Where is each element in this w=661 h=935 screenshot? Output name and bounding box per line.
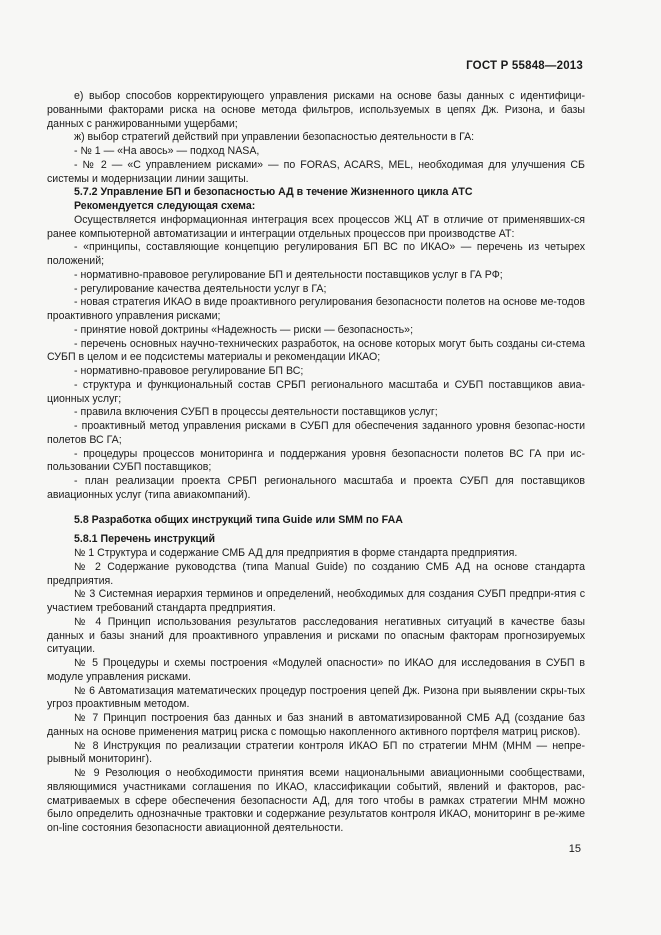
- spacer: [47, 503, 585, 514]
- instruction-item: № 1 Структура и содержание СМБ АД для предприятия в форме стандарта предприятия.: [74, 547, 518, 559]
- list-item: - процедуры процессов мониторинга и поддержания уровня безопасности полетов ВС ГА при ис-пользовании СУБП поставщиков;: [47, 447, 585, 474]
- list-item: - № 2 — «С управлением рисками» — по FORAS, ACARS, MEL, необходимая для улучшения СБ системы и модернизации линии защиты.: [47, 158, 585, 185]
- instruction-item: № 9 Резолюция о необходимости принятия всеми национальными авиационными сообществами, являющимися участниками соглашения по ИКАО, классификации событий, явлений и факторов, рас-сматриваемых в сфере обеспечения безопасности АД, для того чтобы в рамках стратегии МНМ можно было определить однозначные трактовки и содержание результатов контроля ИКАО, мониторинг в ре-жиме on-line состояния безопасности авиационной деятельности.: [47, 767, 585, 834]
- list-item: - «принципы, составляющие концепцию регулирования БП ВС по ИКАО» — перечень из четырех положений;: [47, 241, 585, 267]
- instruction-item: № 8 Инструкция по реализации стратегии контроля ИКАО БП по стратегии МНМ (МНМ — непре-рывный мониторинг).: [47, 739, 585, 766]
- list-item: - нормативно-правовое регулирование БП ВС;: [74, 365, 304, 377]
- list-item: - нормативно-правовое регулирование БП и деятельности поставщиков услуг в ГА РФ;: [74, 268, 503, 281]
- instruction-item: № 6 Автоматизация математических процедур построения цепей Дж. Ризона при выявлении скры-тых угроз проактивным методом.: [47, 684, 585, 711]
- list-item: - структура и функциональный состав СРБП регионального масштаба и СУБП поставщиков авиа-ционных услуг;: [47, 378, 585, 405]
- instruction-item: № 5 Процедуры и схемы построения «Модулей опасности» по ИКАО для исследования в СУБП в модуле управления рисками.: [47, 657, 585, 683]
- document-code: ГОСТ Р 55848—2013: [466, 60, 583, 72]
- section-heading: 5.8 Разработка общих инструкций типа Guide или SMM по FAA: [74, 513, 403, 526]
- list-item: - регулирование качества деятельности услуг в ГА;: [74, 282, 327, 295]
- page-number: 15: [568, 843, 581, 855]
- instruction-item: № 7 Принцип построения баз данных и баз знаний в автоматизированной СМБ АД (создание баз данных на основе применения матриц риска с помощью накопленного активного портфеля матриц рисков).: [47, 712, 585, 738]
- subsection-heading: 5.8.1 Перечень инструкций: [74, 533, 216, 546]
- list-item: - план реализации проекта СРБП регионального масштаба и проекта СУБП для поставщиков авиационных услуг (типа авиакомпаний).: [47, 475, 585, 501]
- list-item: - проактивный метод управления рисками в СУБП для обеспечения заданного уровня безопас-ности полетов ВС ГА;: [47, 420, 585, 446]
- section-heading: 5.7.2 Управление БП и безопасностью АД в течение Жизненного цикла АТС: [74, 186, 473, 199]
- list-item: - № 1 — «На авось» — подход NASA,: [74, 145, 260, 157]
- instruction-item: № 2 Содержание руководства (типа Manual Guide) по созданию СМБ АД на основе стандарта предприятия.: [47, 560, 585, 587]
- list-item: - принятие новой доктрины «Надежность — риски — безопасность»;: [74, 323, 414, 336]
- instruction-item: № 3 Системная иерархия терминов и определений, необходимых для создания СУБП предпри-ятия с участием требований стандарта предприятия.: [47, 588, 585, 614]
- instruction-item: № 4 Принцип использования результатов расследования негативных ситуаций в качестве базы данных и базы знаний для проактивного управления и рисками по опасным факторам прогнозируемых ситуации.: [47, 615, 585, 656]
- paragraph: Осуществляется информационная интеграция всех процессов ЖЦ АТ в отличие от применявших-ся ранее компьютерной автоматизации и интеграции отдельных процессов при производстве АТ:: [47, 213, 585, 240]
- list-item: - перечень основных научно-технических разработок, на основе которых могут быть созданы си-стема СУБП в целом и ее подсистемы материалы и рекомендации ИКАО;: [47, 337, 585, 364]
- paragraph: е) выбор способов корректирующего управления рисками на основе базы данных с идентифици-рованными факторами риска на основе метода фильтров, используемых в цепях Дж. Ризона, и базы данных с ранжированными ущербами;: [47, 90, 585, 130]
- paragraph: ж) выбор стратегий действий при управлении безопасностью деятельности в ГА:: [74, 131, 475, 144]
- list-item: - правила включения СУБП в процессы деятельности поставщиков услуг;: [74, 406, 438, 419]
- list-item: - новая стратегия ИКАО в виде проактивного регулирования безопасности полетов на основе ме-тодов проактивного управления рисками;: [47, 296, 585, 322]
- document-body: [47, 90, 585, 836]
- subheading: Рекомендуется следующая схема:: [74, 200, 256, 212]
